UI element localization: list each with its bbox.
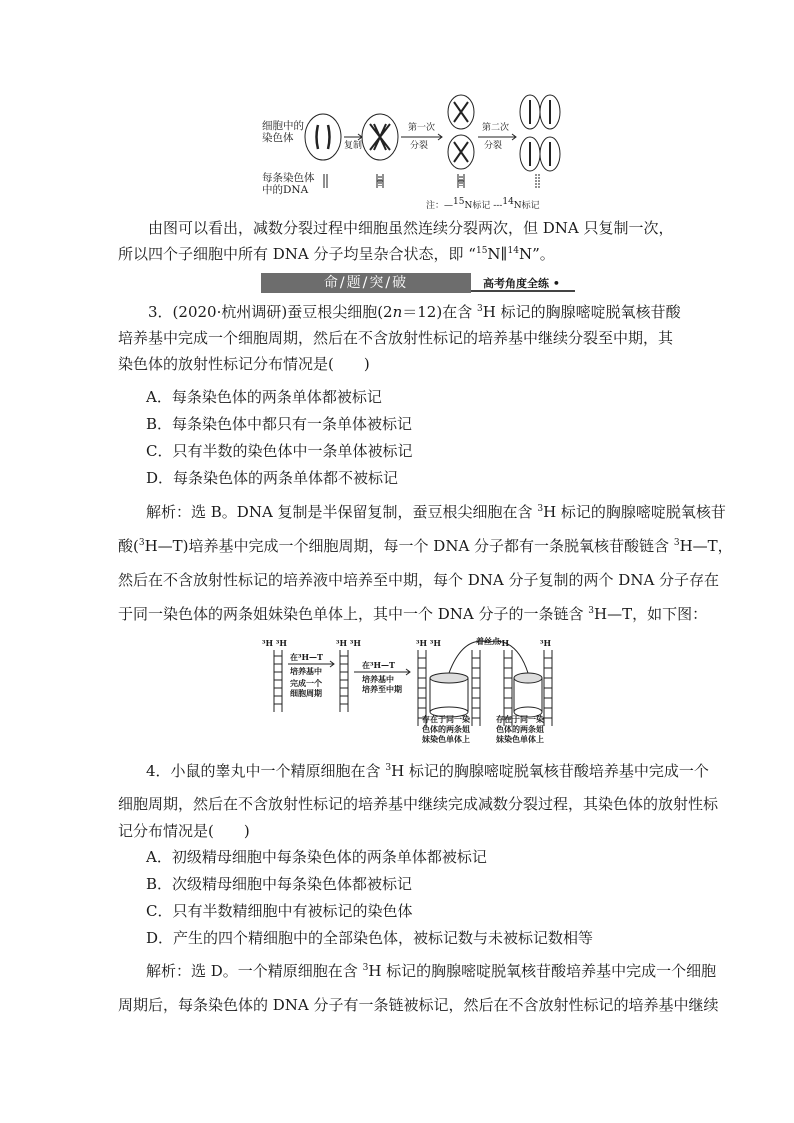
centromere-ellipse — [430, 673, 468, 683]
q3-option-b: B．每条染色体中都只有一条单体被标记 — [146, 415, 413, 433]
q4-analysis-line-2: 周期后，每条染色体的 DNA 分子有一条链被标记，然后在不含放射性标记的培养基中继续 — [118, 996, 719, 1014]
row2-label-a: 每条染色体 — [262, 172, 315, 184]
row2-label-b: 中的DNA — [262, 184, 309, 196]
q3-analysis-line-4: 于同一染色体的两条姐妹染色单体上，其中一个 DNA 分子的一条链含 $^3$H—T，如下图： — [118, 605, 708, 623]
q4-stem-line-2: 细胞周期，然后在不含放射性标记的培养基中继续完成减数分裂过程，其染色体的放射性标 — [118, 795, 719, 813]
dna-replication-diagram — [258, 636, 558, 744]
q4-stem-line-1: 4．小鼠的睾丸中一个精原细胞在含 $^3$H 标记的胸腺嘧啶脱氧核苷酸培养基中完成一个 — [146, 762, 709, 780]
arrow2-top-label: 在³H—T — [362, 660, 396, 670]
chromosome — [317, 125, 330, 149]
note-right-3: 妹染色单体上 — [496, 734, 544, 744]
q3-analysis-line-2: 酸($^3$H—T)培养基中完成一个细胞周期，每一个 DNA 分子都有一条脱氧核苷酸链含 $^3$H—T， — [118, 537, 733, 555]
right-h-1: ³H — [498, 638, 510, 648]
note-right-1: 存在于同一染 — [496, 714, 544, 724]
meiosis-diagram-graphic — [258, 92, 578, 216]
section-banner — [257, 273, 575, 293]
cell-circle — [305, 114, 341, 160]
h-label-2: ³H ³H — [336, 638, 361, 648]
q4-option-c: C．只有半数精细胞中有被标记的染色体 — [146, 902, 413, 920]
arrow2-bottom-label-1: 培养基中 — [362, 674, 394, 684]
step-replicate-label: 复制 — [344, 141, 363, 151]
q4-stem-line-3: 记分布情况是( ) — [118, 822, 250, 840]
step-second-b: 分裂 — [484, 141, 503, 151]
arrow1-bottom-label-1: 完成一个 — [290, 678, 322, 688]
arrow1-top-label: 在³H—T — [290, 652, 324, 662]
banner-tag: 高考角度全练 • — [483, 277, 560, 290]
right-h-2: ³H — [540, 638, 552, 648]
row1-label-b: 染色体 — [262, 132, 294, 144]
note-left-3: 妹染色单体上 — [422, 734, 470, 744]
q3-option-c: C．只有半数的染色体中一条单体被标记 — [146, 442, 413, 460]
arrow1-bottom-label-2: 细胞周期 — [290, 688, 322, 698]
q4-option-d: D．产生的四个精细胞中的全部染色体，被标记数与未被标记数相等 — [146, 929, 594, 947]
q3-option-a: A．每条染色体的两条单体都被标记 — [146, 388, 382, 406]
step-first-a: 第一次 — [408, 123, 436, 133]
h-label-1: ³H ³H — [262, 638, 287, 648]
q3-analysis-line-3: 然后在不含放射性标记的培养液中培养至中期，每个 DNA 分子复制的两个 DNA 分子存在 — [118, 571, 720, 589]
q3-analysis-line-1: 解析：选 B。DNA 复制是半保留复制，蚕豆根尖细胞在含 $^3$H 标记的胸腺嘧啶脱氧核苷 — [146, 503, 726, 521]
row1-label-a: 细胞中的 — [262, 120, 304, 132]
h-label-3: ³H ³H — [416, 638, 441, 648]
step-first-b: 分裂 — [410, 141, 429, 151]
q3-option-d: D．每条染色体的两条单体都不被标记 — [146, 469, 399, 487]
note-left-1: 存在于同一染 — [422, 714, 470, 724]
q4-option-b: B．次级精母细胞中每条染色体都被标记 — [146, 875, 413, 893]
legend: 注：—$^{15}$N标记 ---$^{14}$N标记 — [426, 197, 540, 211]
note-left-2: 色体的两条姐 — [422, 724, 470, 734]
centromere-label: 着丝点 — [476, 636, 500, 646]
note-right-2: 色体的两条姐 — [496, 724, 544, 734]
step-second-a: 第二次 — [482, 123, 510, 133]
meiosis-diagram — [258, 92, 578, 216]
intro-paragraph: 由图可以看出，减数分裂过程中细胞虽然连续分裂两次，但 DNA 只复制一次，所以四个子细胞中所有 DNA 分子均呈杂合状态，即 “$^{15}$N∥$^{14}$N”。 — [118, 219, 674, 263]
q4-analysis-line-1: 解析：选 D。一个精原细胞在含 $^3$H 标记的胸腺嘧啶脱氧核苷酸培养基中完成一个细胞 — [146, 962, 717, 980]
arrow1-mid-label: 培养基中 — [290, 666, 322, 676]
q4-option-a: A．初级精母细胞中每条染色体的两条单体都被标记 — [146, 848, 487, 866]
banner-title: 命/题/突/破 — [261, 273, 471, 293]
chromosome — [370, 124, 390, 150]
question-3-stem: 3．(2020·杭州调研)蚕豆根尖细胞(2n＝12)在含 $^3$H 标记的胸腺嘧啶脱氧核苷酸培养基中完成一个细胞周期，然后在不含放射性标记的培养基中继续分裂至中期，其染色体的放射性标记分布情况是( ) — [118, 303, 681, 373]
arrow2-bottom-label-2: 培养至中期 — [362, 684, 402, 694]
